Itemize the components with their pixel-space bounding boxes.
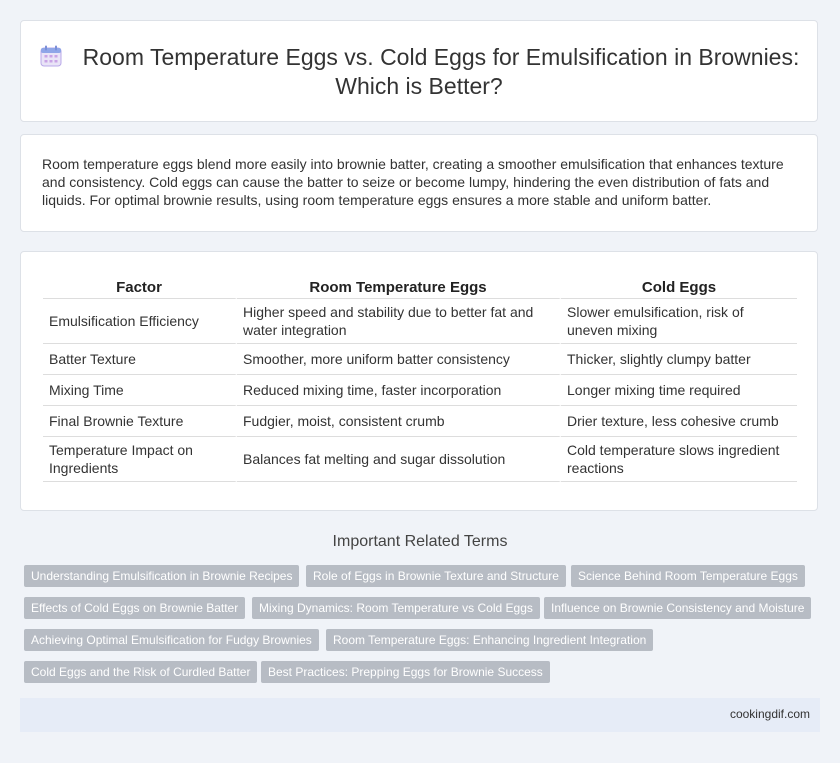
- table-row: [43, 299, 797, 344]
- table-row: [43, 344, 797, 375]
- table-cell: Higher speed and stability due to better fat and water integration: [237, 299, 561, 344]
- related-term-tag[interactable]: Mixing Dynamics: Room Temperature vs Cold Eggs: [252, 597, 540, 619]
- intro-paragraph: Room temperature eggs blend more easily into brownie batter, creating a smoother emulsification that enhances texture and consistency. Cold eggs can cause the batter to seize or become lumpy, hindering the even distribution of fats and liquids. For optimal brownie results, using room temperature eggs ensures a more stable and uniform batter.: [42, 156, 784, 208]
- table-cell: Smoother, more uniform batter consistency: [237, 344, 561, 375]
- intro-card: [20, 134, 818, 232]
- table-cell: Fudgier, moist, consistent crumb: [237, 406, 561, 437]
- header-cold: Cold Eggs: [561, 276, 797, 299]
- table-cell: Slower emulsification, risk of uneven mixing: [561, 299, 797, 344]
- table-cell: Final Brownie Texture: [43, 406, 237, 437]
- related-term-tag[interactable]: Room Temperature Eggs: Enhancing Ingredient Integration: [326, 629, 653, 651]
- table-cell: Longer mixing time required: [561, 375, 797, 406]
- table-cell: Emulsification Efficiency: [43, 299, 237, 344]
- related-term-tag[interactable]: Cold Eggs and the Risk of Curdled Batter: [24, 661, 257, 683]
- table-row: [43, 406, 797, 437]
- related-term-tag[interactable]: Influence on Brownie Consistency and Moisture: [544, 597, 811, 619]
- related-term-tag[interactable]: Best Practices: Prepping Eggs for Brownie Success: [261, 661, 550, 683]
- related-term-tag[interactable]: Role of Eggs in Brownie Texture and Structure: [306, 565, 566, 587]
- comparison-table: [43, 276, 797, 482]
- table-row: [43, 375, 797, 406]
- table-cell: Balances fat melting and sugar dissolution: [237, 437, 561, 482]
- table-cell: Batter Texture: [43, 344, 237, 375]
- related-term-tag[interactable]: Understanding Emulsification in Brownie Recipes: [24, 565, 299, 587]
- header-room-temp: Room Temperature Eggs: [237, 276, 561, 299]
- page-title-wrap: [21, 43, 817, 101]
- footer-bar: [20, 698, 820, 732]
- site-name[interactable]: cookingdif.com: [729, 707, 810, 721]
- related-term-tag[interactable]: Effects of Cold Eggs on Brownie Batter: [24, 597, 245, 619]
- related-term-tag[interactable]: Achieving Optimal Emulsification for Fudgy Brownies: [24, 629, 319, 651]
- page-title: Room Temperature Eggs vs. Cold Eggs for Emulsification in Brownies: Which is Better?: [82, 44, 800, 99]
- header-factor: Factor: [43, 276, 237, 299]
- related-terms-title: Important Related Terms: [332, 533, 508, 550]
- header-card: [20, 20, 818, 122]
- table-row: [43, 437, 797, 482]
- table-cell: Thicker, slightly clumpy batter: [561, 344, 797, 375]
- table-cell: Temperature Impact on Ingredients: [43, 437, 237, 482]
- table-cell: Drier texture, less cohesive crumb: [561, 406, 797, 437]
- calendar-icon: [39, 44, 63, 68]
- related-term-tag[interactable]: Science Behind Room Temperature Eggs: [571, 565, 805, 587]
- comparison-table-card: [20, 251, 818, 511]
- table-cell: Mixing Time: [43, 375, 237, 406]
- table-cell: Cold temperature slows ingredient reactions: [561, 437, 797, 482]
- table-cell: Reduced mixing time, faster incorporation: [237, 375, 561, 406]
- table-header-row: [43, 276, 797, 299]
